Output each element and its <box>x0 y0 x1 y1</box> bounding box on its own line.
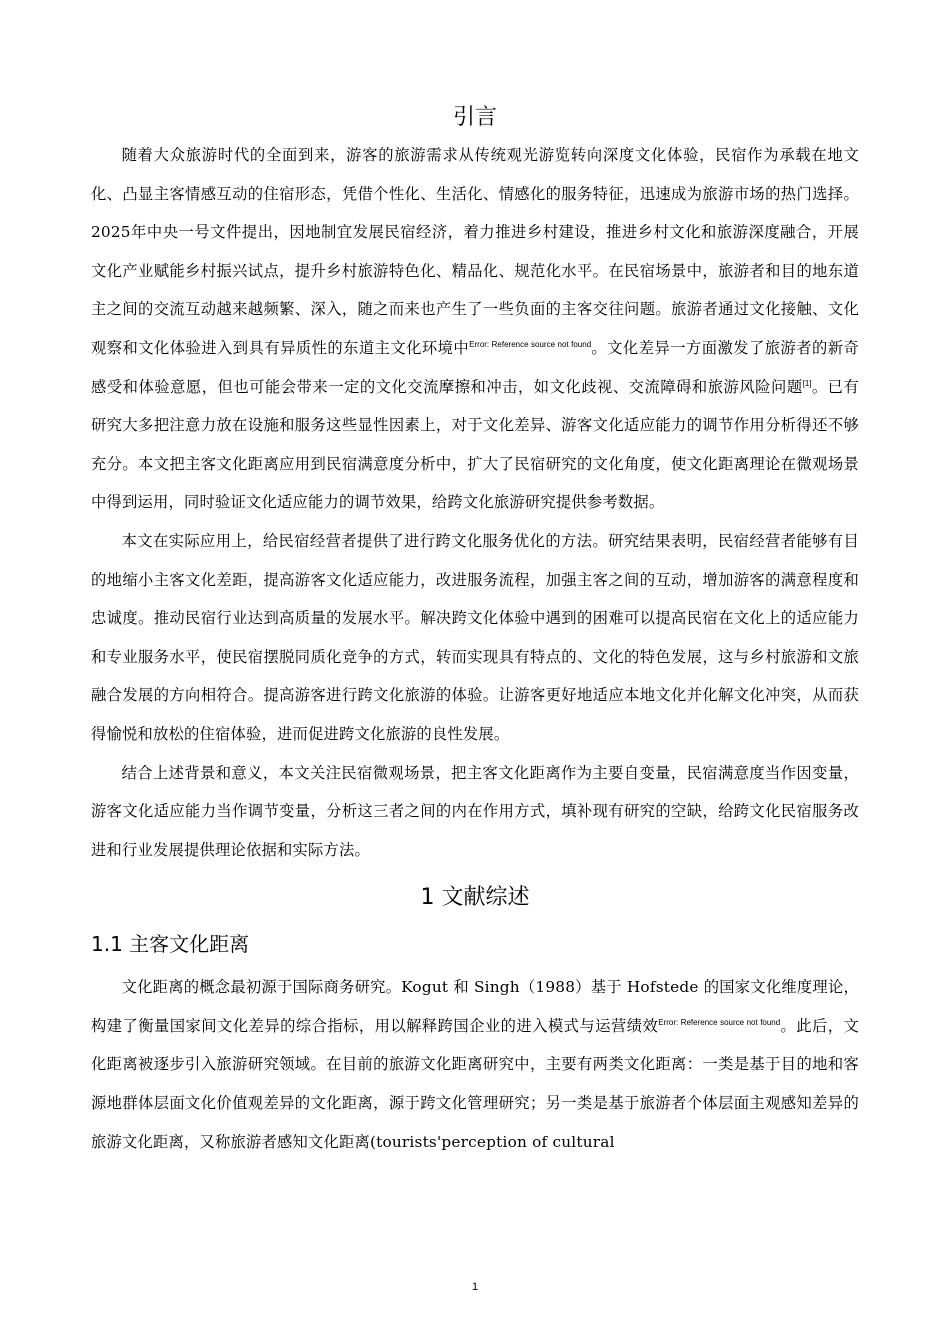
page-number: 1 <box>471 1281 479 1293</box>
cultural-distance-paragraph-1 <box>91 968 859 1161</box>
cd-p1-text-b: 。此后，文化距离被逐步引入旅游研究领域。在目前的旅游文化距离研究中，主要有两类文化距离：一类是基于目的地和客源地群体层面文化价值观差异的文化距离，源于跨文化管理研究；另一类是基于旅游者个体层面主观感知差异的旅游文化距离，又称旅游者感知文化距离(tourists'perception of cultural <box>91 1016 859 1151</box>
intro-p1-text-a: 随着大众旅游时代的全面到来，游客的旅游需求从传统观光游览转向深度文化体验，民宿作为承载在地文化、凸显主客情感互动的住宿形态，凭借个性化、生活化、情感化的服务特征，迅速成为旅游市场的热门选择。2025年中央一号文件提出，因地制宜发展民宿经济，着力推进乡村建设，推进乡村文化和旅游深度融合，开展文化产业赋能乡村振兴试点，提升乡村旅游特色化、精品化、规范化水平。在民宿场景中，旅游者和目的地东道主之间的交流互动越来越频繁、深入，随之而来也产生了一些负面的主客交往问题。旅游者通过文化接触、文化观察和文化体验进入到具有异质性的东道主文化环境中 <box>91 146 859 357</box>
reference-error-1: Error: Reference source not found <box>469 339 592 349</box>
intro-p1-text-c: 。已有研究大多把注意力放在设施和服务这些显性因素上，对于文化差异、游客文化适应能力的调节作用分析得还不够充分。本文把主客文化距离应用到民宿满意度分析中，扩大了民宿研究的文化角度，使文化距离理论在微观场景中得到运用，同时验证文化适应能力的调节效果，给跨文化旅游研究提供参考数据。 <box>91 377 859 512</box>
intro-heading: 引言 <box>452 105 497 130</box>
document-page <box>91 0 859 1344</box>
cd-p1-text-a: 文化距离的概念最初源于国际商务研究。Kogut 和 Singh（1988）基于 Hofstede 的国家文化维度理论，构建了衡量国家间文化差异的综合指标，用以解释跨国企业的进入模式与运营绩效 <box>91 978 859 1035</box>
literature-review-heading: 1 文献综述 <box>420 885 530 911</box>
reference-error-2: Error: Reference source not found <box>658 1017 781 1027</box>
citation-1: [1] <box>802 378 812 388</box>
section-heading-cultural-distance: 1.1 主客文化距离 <box>91 932 250 957</box>
intro-paragraph-3: 结合上述背景和意义，本文关注民宿微观场景，把主客文化距离作为主要自变量，民宿满意度当作因变量，游客文化适应能力当作调节变量，分析这三者之间的内在作用方式，填补现有研究的空缺，给跨文化民宿服务改进和行业发展提供理论依据和实际方法。 <box>91 763 859 859</box>
intro-paragraph-2: 本文在实际应用上，给民宿经营者提供了进行跨文化服务优化的方法。研究结果表明，民宿经营者能够有目的地缩小主客文化差距，提高游客文化适应能力，改进服务流程，加强主客之间的互动，增加游客的满意程度和忠诚度。推动民宿行业达到高质量的发展水平。解决跨文化体验中遇到的困难可以提高民宿在文化上的适应能力和专业服务水平，使民宿摆脱同质化竞争的方式，转而实现具有特点的、文化的特色发展，这与乡村旅游和文旅融合发展的方向相符合。提高游客进行跨文化旅游的体验。让游客更好地适应本地文化并化解文化冲突，从而获得愉悦和放松的住宿体验，进而促进跨文化旅游的良性发展。 <box>91 531 859 743</box>
intro-paragraph-1 <box>91 136 859 522</box>
intro-p1-text-b: 。文化差异一方面激发了旅游者的新奇感受和体验意愿，但也可能会带来一定的文化交流摩擦和冲击，如文化歧视、交流障碍和旅游风险问题 <box>91 338 860 396</box>
